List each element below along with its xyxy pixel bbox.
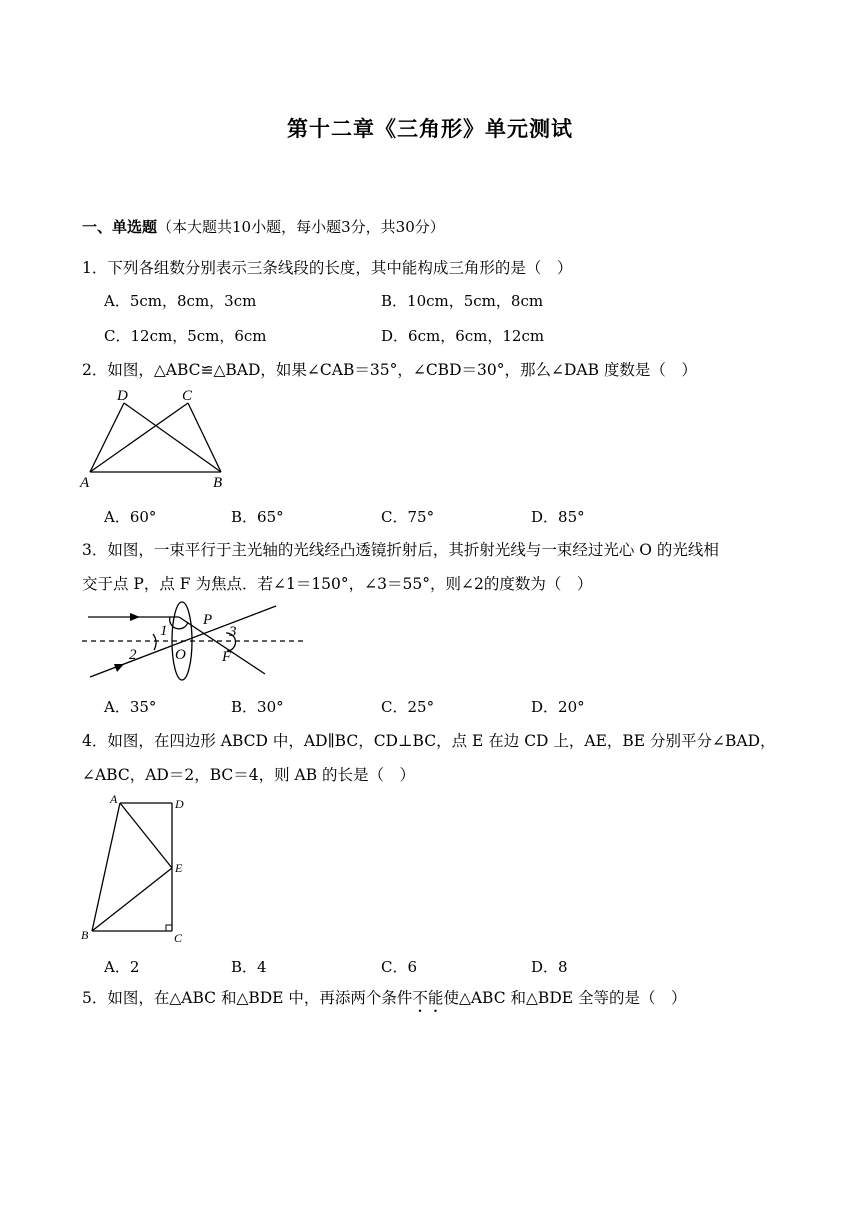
section-name: 一、单选题: [82, 218, 158, 236]
q2-label-a: A: [80, 475, 90, 490]
q3-angle-1-label: 1: [160, 623, 168, 639]
q3-label-p: P: [203, 612, 213, 628]
page-title: 第十二章《三角形》单元测试: [287, 116, 573, 141]
q3-label-o: O: [175, 647, 186, 663]
section-heading: [82, 216, 445, 237]
q5-stem-end: 使△ABC 和△BDE 全等的是（ ）: [443, 989, 687, 1007]
q2-label-c: C: [182, 388, 193, 404]
q2-option-d: D．85°: [531, 508, 585, 526]
question-3-line-2: 交于点 P，点 F 为焦点．若∠1＝150°，∠3＝55°，则∠2的度数为（ ）: [82, 575, 593, 593]
question-4-line-1: 4．如图，在四边形 ABCD 中，AD∥BC，CD⊥BC，点 E 在边 CD 上，AE，BE 分别平分∠BAD，: [82, 732, 776, 750]
q2-label-d: D: [117, 388, 128, 404]
question-5-stem: [82, 986, 687, 1016]
q4-option-d: D．8: [531, 958, 568, 976]
question-4-line-2: ∠ABC，AD＝2，BC＝4，则 AB 的长是（ ）: [82, 766, 416, 784]
q4-label-e: E: [175, 861, 183, 875]
q5-stem-start: 5．如图，在△ABC 和△BDE 中，再添两个条件: [82, 989, 413, 1007]
question-2-stem: 2．如图，△ABC≌△BAD，如果∠CAB＝35°，∠CBD＝30°，那么∠DAB 度数是（ ）: [82, 361, 697, 379]
q4-option-b: B．4: [231, 958, 267, 976]
question-1-stem: 1．下列各组数分别表示三条线段的长度，其中能构成三角形的是（ ）: [82, 259, 573, 277]
q3-angle-2-label: 2: [129, 647, 137, 663]
q2-triangle-figure: [78, 386, 238, 490]
q3-option-c: C．25°: [381, 698, 435, 716]
q4-label-c: C: [174, 931, 183, 945]
q3-angle-3-label: 3: [229, 624, 237, 640]
q1-option-b: B．10cm，5cm，8cm: [381, 292, 544, 310]
q3-option-b: B．30°: [231, 698, 284, 716]
q2-option-a: A．60°: [104, 508, 157, 526]
q4-label-d: D: [175, 797, 184, 811]
q2-label-b: B: [213, 475, 223, 490]
q5-emphasis: 不能: [412, 989, 444, 1007]
q2-option-b: B．65°: [231, 508, 284, 526]
q1-option-c: C．12cm，5cm，6cm: [104, 327, 267, 345]
section-note: （本大题共10小题，每小题3分，共30分）: [157, 218, 445, 236]
q3-lens-figure: [80, 598, 310, 688]
q4-option-a: A．2: [104, 958, 140, 976]
q3-label-f: F: [222, 649, 232, 665]
q4-option-c: C．6: [381, 958, 418, 976]
q4-label-b: B: [81, 928, 89, 942]
q4-quadrilateral-figure: [78, 790, 198, 950]
q2-option-c: C．75°: [381, 508, 435, 526]
q1-option-d: D．6cm，6cm，12cm: [381, 327, 545, 345]
q3-option-d: D．20°: [531, 698, 585, 716]
q3-option-a: A．35°: [104, 698, 157, 716]
q4-label-a: A: [110, 792, 118, 806]
question-3-line-1: 3．如图，一束平行于主光轴的光线经凸透镜折射后，其折射光线与一束经过光心 O 的光线相: [82, 541, 719, 559]
q1-option-a: A．5cm，8cm，3cm: [104, 292, 257, 310]
